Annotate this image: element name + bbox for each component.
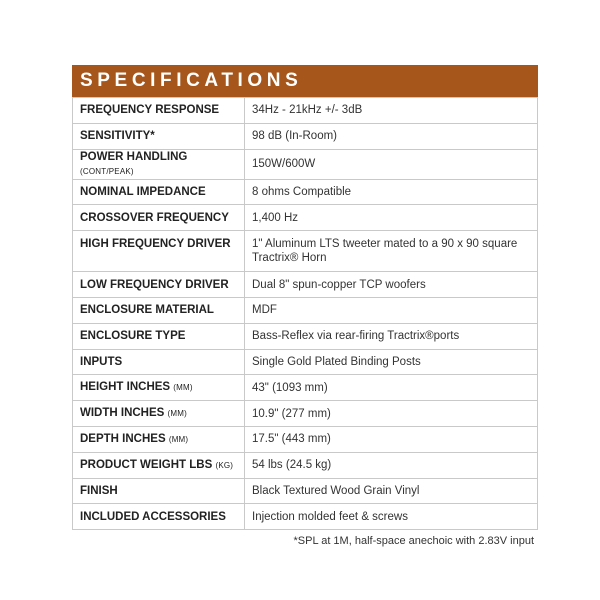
spec-label-unit: (CONT/PEAK) [80,166,134,176]
table-row [73,179,538,205]
spec-label [73,323,245,349]
spec-value: 43" (1093 mm) [245,375,538,401]
spec-value: Bass-Reflex via rear-firing Tractrix®ports [245,323,538,349]
table-row [73,205,538,231]
spec-label-text: CROSSOVER FREQUENCY [80,211,229,224]
table-row [73,123,538,149]
spec-label-unit: (MM) [168,434,189,444]
spec-value: 34Hz - 21kHz +/- 3dB [245,98,538,124]
spec-value: 10.9" (277 mm) [245,401,538,427]
spec-label [73,98,245,124]
table-row [73,401,538,427]
spec-label-unit: (MM) [167,409,188,419]
spec-label [73,426,245,452]
spec-value: 17.5" (443 mm) [245,426,538,452]
spec-label [73,452,245,478]
spec-label-text: HIGH FREQUENCY DRIVER [80,238,231,251]
spec-label-unit: (KG) [215,460,234,470]
table-row [73,478,538,504]
table-row [73,426,538,452]
spec-label-unit: (MM) [173,383,193,393]
spec-value: MDF [245,297,538,323]
spec-label [73,504,245,530]
spec-label-text: INPUTS [80,355,123,368]
spec-label-text: POWER HANDLING [80,150,188,163]
spec-label-text: DEPTH INCHES [80,432,166,445]
spec-label [73,272,245,298]
table-row [73,323,538,349]
spec-label [73,349,245,375]
spec-label [73,375,245,401]
spec-value: Black Textured Wood Grain Vinyl [245,478,538,504]
table-row [73,98,538,124]
table-row [73,297,538,323]
spec-table [72,97,538,530]
spec-label-text: ENCLOSURE MATERIAL [80,304,214,317]
spec-label-text: LOW FREQUENCY DRIVER [80,278,229,291]
spec-label-text: WIDTH INCHES [80,407,165,420]
spec-value: Dual 8" spun-copper TCP woofers [245,272,538,298]
spec-label-text: FREQUENCY RESPONSE [80,104,220,117]
spec-label [73,205,245,231]
spec-label [73,123,245,149]
spec-label-text: PRODUCT WEIGHT LBS [80,458,213,471]
spec-value: Injection molded feet & screws [245,504,538,530]
spec-value: 150W/600W [245,149,538,179]
table-row [73,272,538,298]
spec-label-text: HEIGHT INCHES [80,381,171,394]
spec-label-text: SENSITIVITY* [80,130,155,143]
spec-label [73,179,245,205]
spec-label-text: FINISH [80,484,118,497]
spec-value: 54 lbs (24.5 kg) [245,452,538,478]
table-row [73,375,538,401]
table-row [73,452,538,478]
spec-label [73,297,245,323]
spec-label-text: NOMINAL IMPEDANCE [80,185,206,198]
spec-sheet [72,65,538,530]
spec-value: 1" Aluminum LTS tweeter mated to a 90 x 90 square Tractrix® Horn [245,231,538,272]
spec-label-text: ENCLOSURE TYPE [80,330,186,343]
spec-value: 98 dB (In-Room) [245,123,538,149]
table-row [73,149,538,179]
table-row [73,349,538,375]
table-row [73,231,538,272]
spec-label-text: INCLUDED ACCESSORIES [80,510,226,523]
spec-label [73,478,245,504]
spec-value: Single Gold Plated Binding Posts [245,349,538,375]
spec-label [73,401,245,427]
table-row [73,504,538,530]
spec-value: 8 ohms Compatible [245,179,538,205]
spec-label [73,149,245,179]
spec-header-title: SPECIFICATIONS [72,65,538,97]
footnote: *SPL at 1M, half-space anechoic with 2.83V input [293,535,534,547]
spec-value: 1,400 Hz [245,205,538,231]
spec-label [73,231,245,272]
